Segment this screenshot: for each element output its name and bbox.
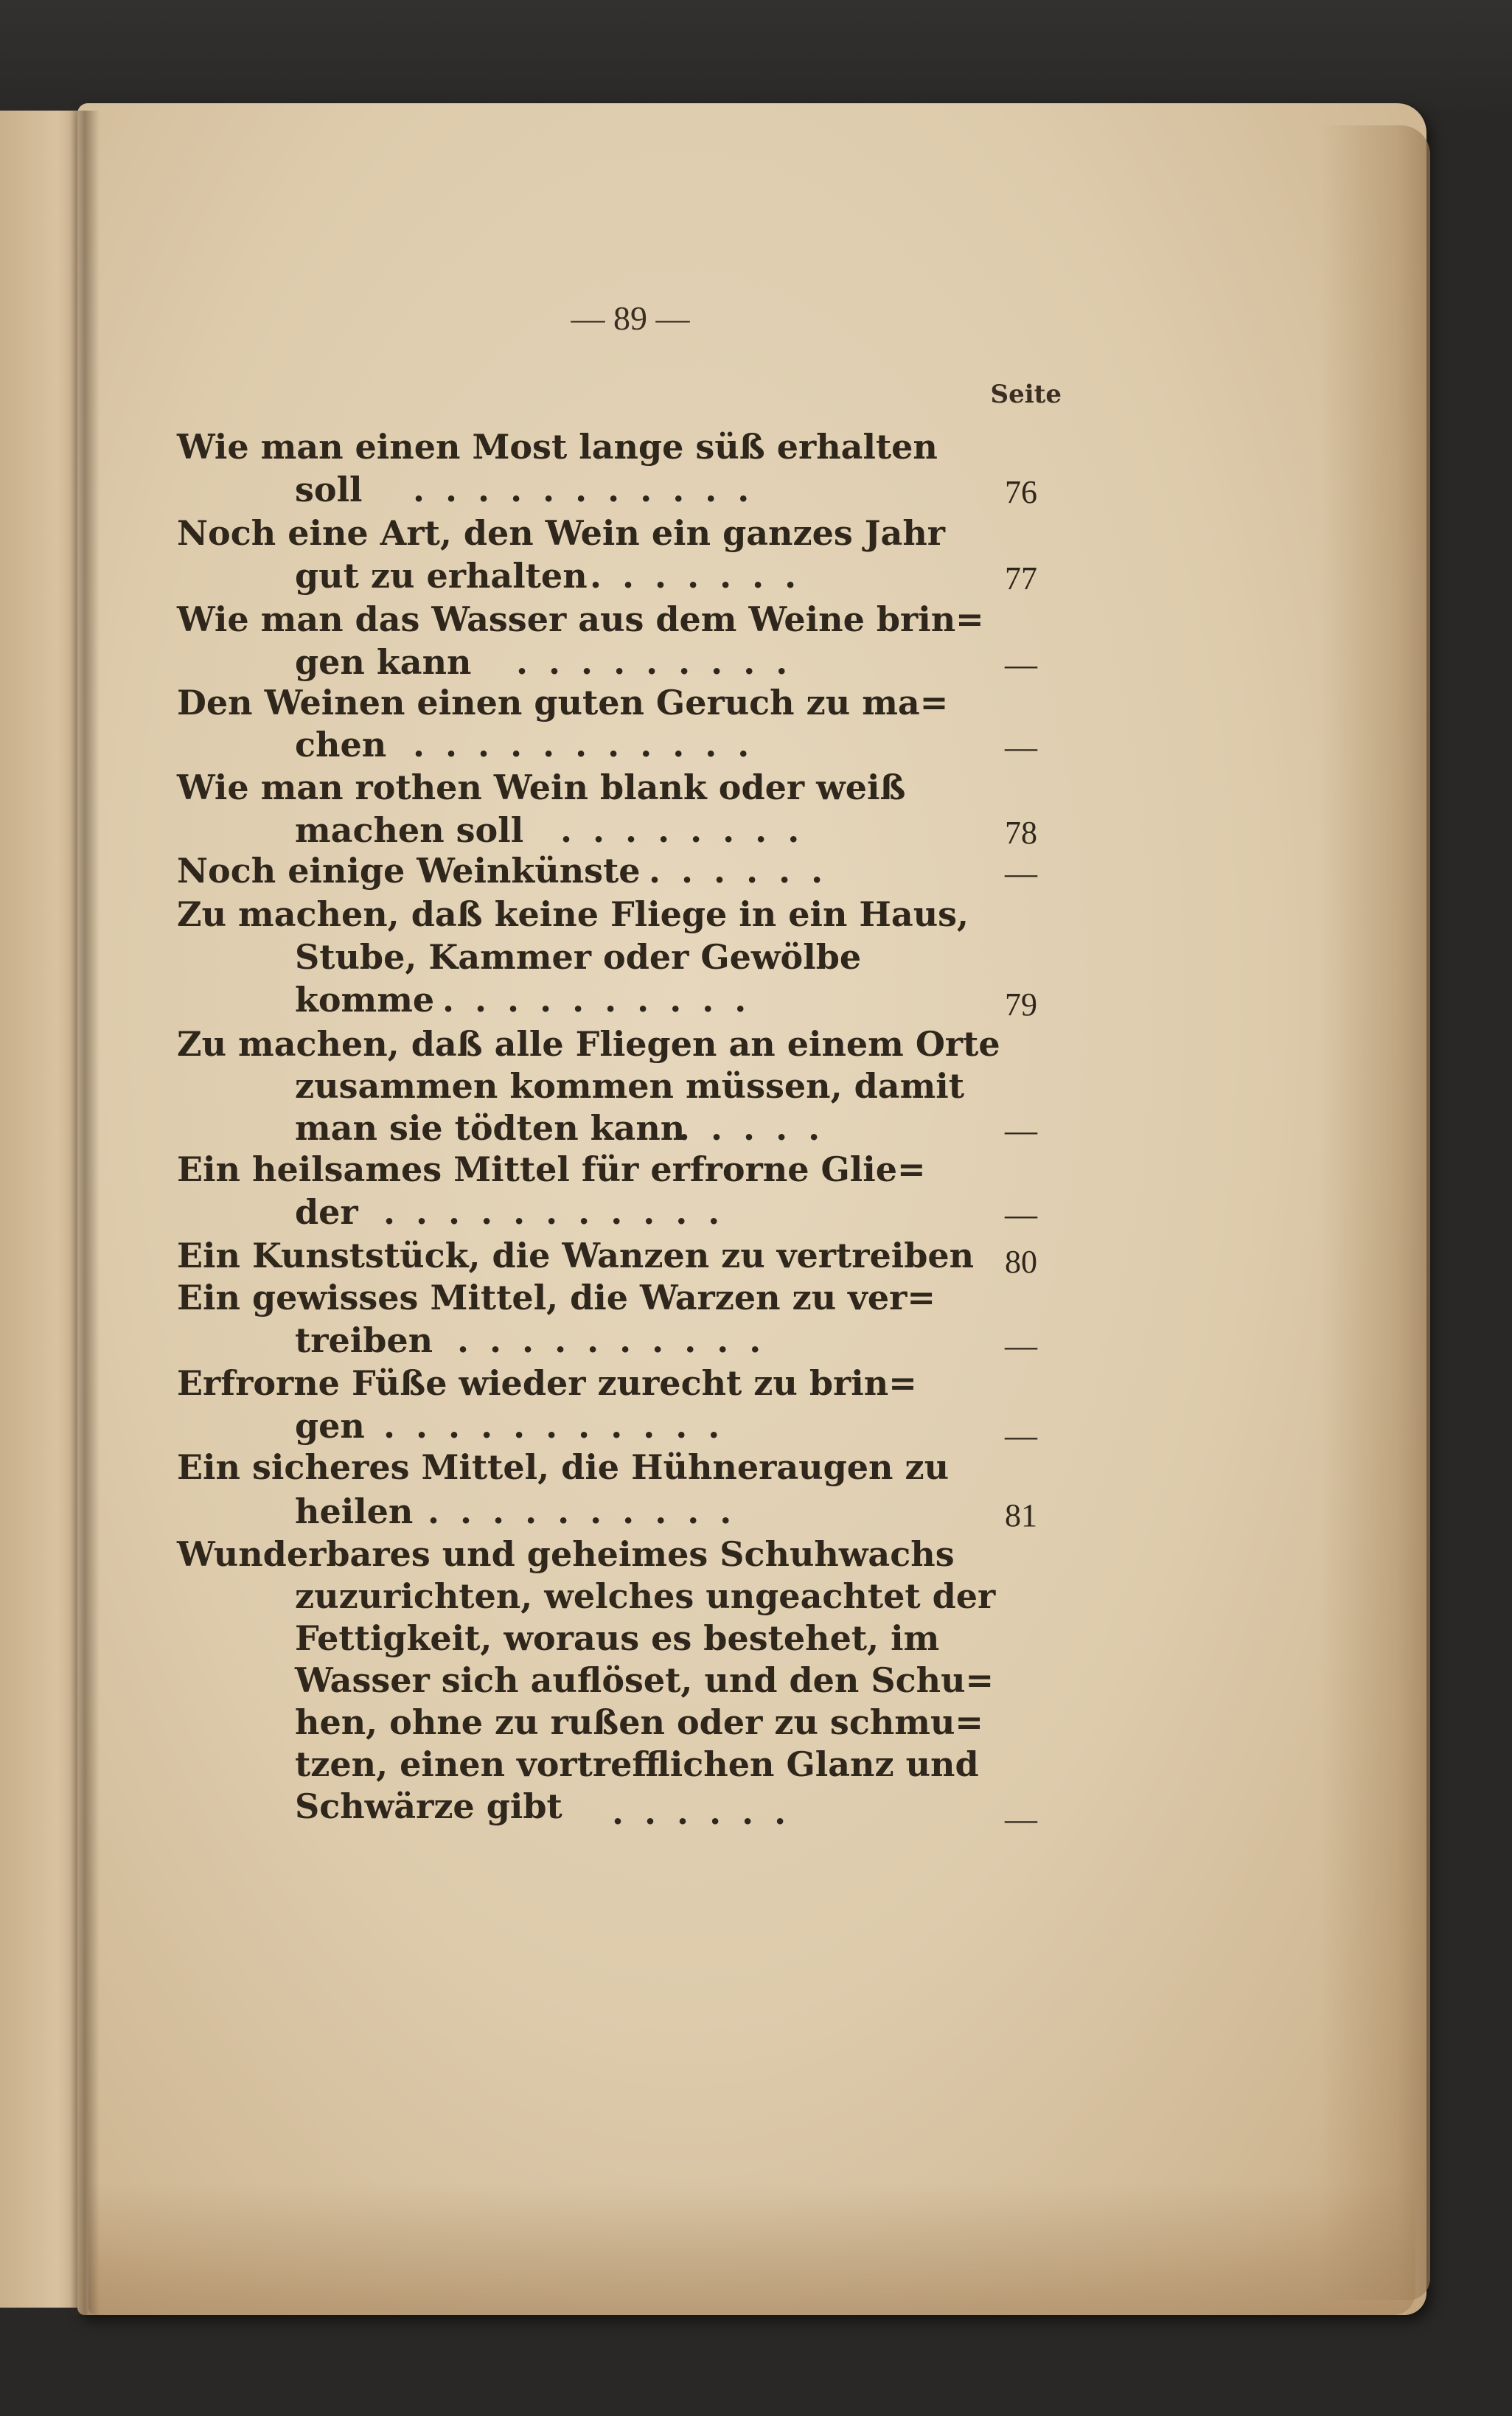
entry-line: Noch einige Weinkünste (177, 851, 641, 891)
entry-line: treiben (295, 1320, 433, 1360)
leader-dots: . . . . . . . . . . (428, 1491, 736, 1531)
page-reference: 78 (1005, 815, 1037, 851)
entry-line: Wunderbares und geheimes Schuhwachs (177, 1534, 955, 1574)
page-reference: — (1005, 855, 1037, 891)
leader-dots: . . . . . . (612, 1792, 791, 1832)
entry-line: Noch eine Art, den Wein ein ganzes Jahr (177, 513, 946, 553)
page-reference: — (1005, 1113, 1037, 1149)
page-number-header: — 89 — (571, 299, 690, 337)
entry-line: Den Weinen einen guten Geruch zu ma= (177, 683, 949, 723)
leader-dots: . . . . . . . . . . . (413, 470, 754, 509)
entry-line: Zu machen, daß alle Fliegen an einem Orte (177, 1024, 1000, 1064)
column-label-seite: Seite (990, 380, 1062, 409)
leader-dots: . . . . . . . . . . . (383, 1406, 725, 1446)
entry-line: Stube, Kammer oder Gewölbe (295, 937, 862, 977)
page-reference: 79 (1005, 986, 1037, 1023)
entry-line: zuzurichten, welches ungeachtet der (295, 1576, 996, 1616)
leader-dots: . . . . . . . . . . (442, 980, 751, 1020)
page-reference: 77 (1005, 560, 1037, 596)
entry-line: tzen, einen vortrefflichen Glanz und (295, 1744, 979, 1784)
entry-line: Ein sicheres Mittel, die Hühneraugen zu (177, 1447, 950, 1487)
entry-line: Wie man das Wasser aus dem Weine brin= (177, 599, 984, 639)
entry-line: Schwärze gibt (295, 1786, 562, 1826)
entry-line: machen soll (295, 810, 524, 850)
entry-line: chen (295, 725, 387, 765)
leader-dots: . . . . . . . . (560, 810, 804, 850)
page-reference: 80 (1005, 1244, 1037, 1280)
entry-line: der (295, 1192, 358, 1232)
page-reference: 81 (1005, 1497, 1037, 1534)
entry-line: Erfrorne Füße wieder zurecht zu brin= (177, 1363, 917, 1403)
page-reference: — (1005, 1328, 1037, 1364)
entry-line: Fettigkeit, woraus es bestehet, im (295, 1618, 940, 1658)
page-reference: — (1005, 1801, 1037, 1837)
entry-line: Wie man einen Most lange süß erhalten (177, 427, 938, 467)
entry-line: man sie tödten kann (295, 1108, 686, 1148)
leader-dots: . . . . . . . . . . . (383, 1192, 725, 1232)
entry-line: komme (295, 980, 435, 1020)
entry-line: Wie man rothen Wein blank oder weiß (177, 767, 906, 807)
page-edge-shadow (1320, 125, 1430, 2300)
entry-line: gut zu erhalten (295, 556, 588, 596)
page-reference: — (1005, 1418, 1037, 1454)
page-reference: — (1005, 1197, 1037, 1233)
page-bottom-stain (88, 2182, 1415, 2315)
leader-dots: . . . . . . . (590, 556, 801, 596)
entry-line: soll (295, 470, 363, 509)
entry-line: Ein gewisses Mittel, die Warzen zu ver= (177, 1278, 936, 1317)
entry-line: Ein heilsames Mittel für erfrorne Glie= (177, 1149, 926, 1189)
book-gutter (70, 111, 100, 2315)
entry-line: heilen (295, 1491, 414, 1531)
leader-dots: . . . . . . (649, 851, 828, 891)
entry-line: gen kann (295, 642, 472, 682)
leader-dots: . . . . . . . . . (516, 642, 792, 682)
entry-line: Zu machen, daß keine Fliege in ein Haus, (177, 894, 969, 934)
leader-dots: . . . . . (678, 1108, 825, 1148)
leader-dots: . . . . . . . . . . (457, 1320, 766, 1360)
entry-line: hen, ohne zu rußen oder zu schmu= (295, 1702, 983, 1742)
leader-dots: . . . . . . . . . . . (413, 725, 754, 765)
page-reference: — (1005, 647, 1037, 683)
entry-line: Wasser sich auflöset, und den Schu= (295, 1660, 994, 1700)
entry-line: gen (295, 1406, 365, 1446)
entry-line: zusammen kommen müssen, damit (295, 1066, 964, 1106)
entry-line: Ein Kunststück, die Wanzen zu vertreiben (177, 1236, 975, 1275)
background-top (0, 0, 1512, 111)
page-reference: — (1005, 729, 1037, 765)
page-reference: 76 (1005, 474, 1037, 510)
